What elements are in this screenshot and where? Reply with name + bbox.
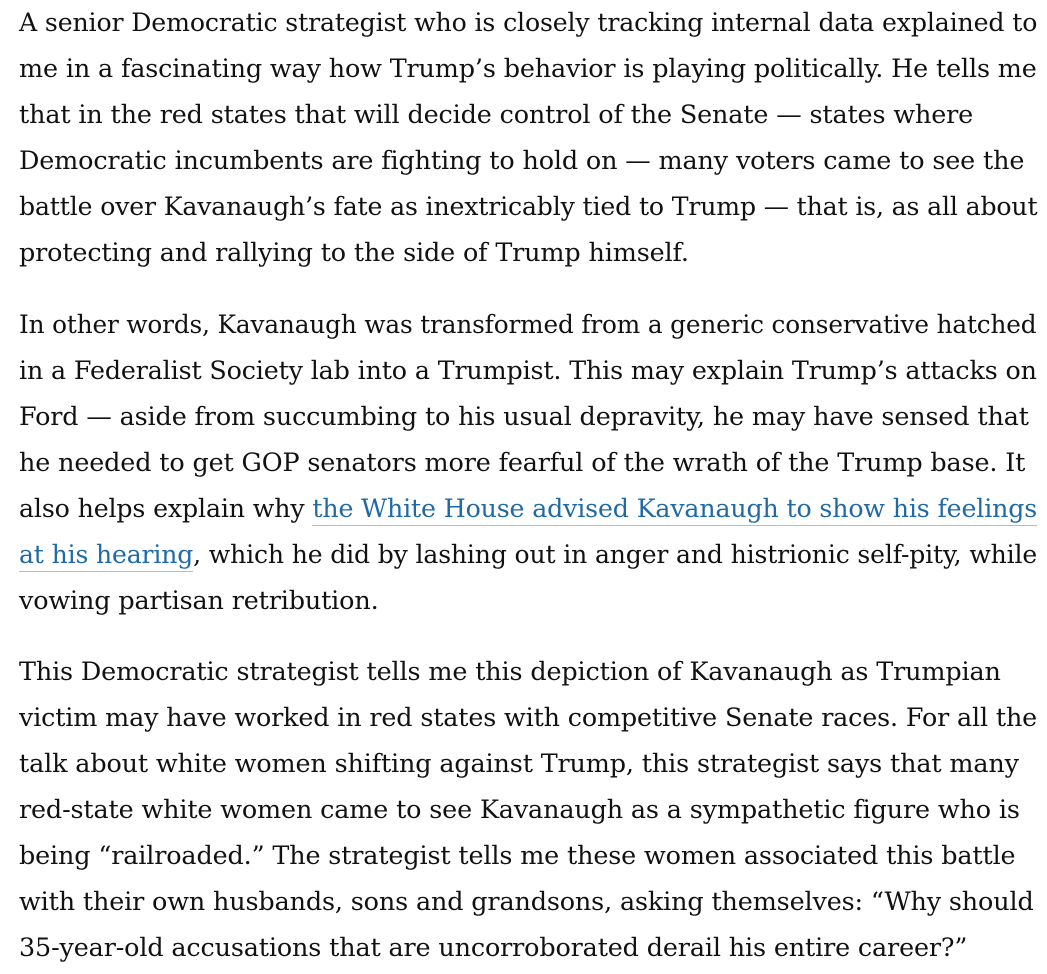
text-after-link: , which he did by lashing out in anger and histrionic self-pity, while [193,540,1038,570]
paragraph-line: me in a fascinating way how Trump’s behavior is playing politically. He tells me [19,54,1037,84]
paragraph-line: battle over Kavanaugh’s fate as inextricably tied to Trump — that is, as all about [19,192,1038,222]
paragraph-line: vowing partisan retribution. [19,586,379,616]
paragraph-line: with their own husbands, sons and grandsons, asking themselves: “Why should [19,887,1034,917]
paragraph-line: 35-year-old accusations that are uncorroborated derail his entire career?” [19,933,968,963]
paragraph-2 [19,302,1039,624]
paragraph-3 [19,649,1039,971]
paragraph-line: protecting and rallying to the side of Trump himself. [19,238,689,268]
paragraph-line: A senior Democratic strategist who is closely tracking internal data explained to [19,8,1038,38]
paragraph-line: This Democratic strategist tells me this depiction of Kavanaugh as Trumpian [19,657,1001,687]
paragraph-line: being “railroaded.” The strategist tells me these women associated this battle [19,841,1016,871]
paragraph-1 [19,0,1039,276]
paragraph-line: Ford — aside from succumbing to his usual depravity, he may have sensed that [19,402,1029,432]
text-before-link: also helps explain why [19,494,313,524]
paragraph-line [19,486,1038,532]
paragraph-line: victim may have worked in red states with competitive Senate races. For all the [19,703,1038,733]
article-link-white-house-advised[interactable]: the White House advised Kavanaugh to show his feelings [312,494,1038,524]
paragraph-line: In other words, Kavanaugh was transformed from a generic conservative hatched [19,310,1037,340]
article-link-white-house-advised-continued[interactable]: at his hearing [19,540,194,570]
paragraph-line: that in the red states that will decide control of the Senate — states where [19,100,974,130]
paragraph-line [19,532,1038,578]
paragraph-line: talk about white women shifting against Trump, this strategist says that many [19,749,1019,779]
paragraph-line: Democratic incumbents are fighting to hold on — many voters came to see the [19,146,1025,176]
paragraph-line: in a Federalist Society lab into a Trumpist. This may explain Trump’s attacks on [19,356,1037,386]
paragraph-line: he needed to get GOP senators more fearful of the wrath of the Trump base. It [19,448,1026,478]
paragraph-line: red-state white women came to see Kavanaugh as a sympathetic figure who is [19,795,1020,825]
